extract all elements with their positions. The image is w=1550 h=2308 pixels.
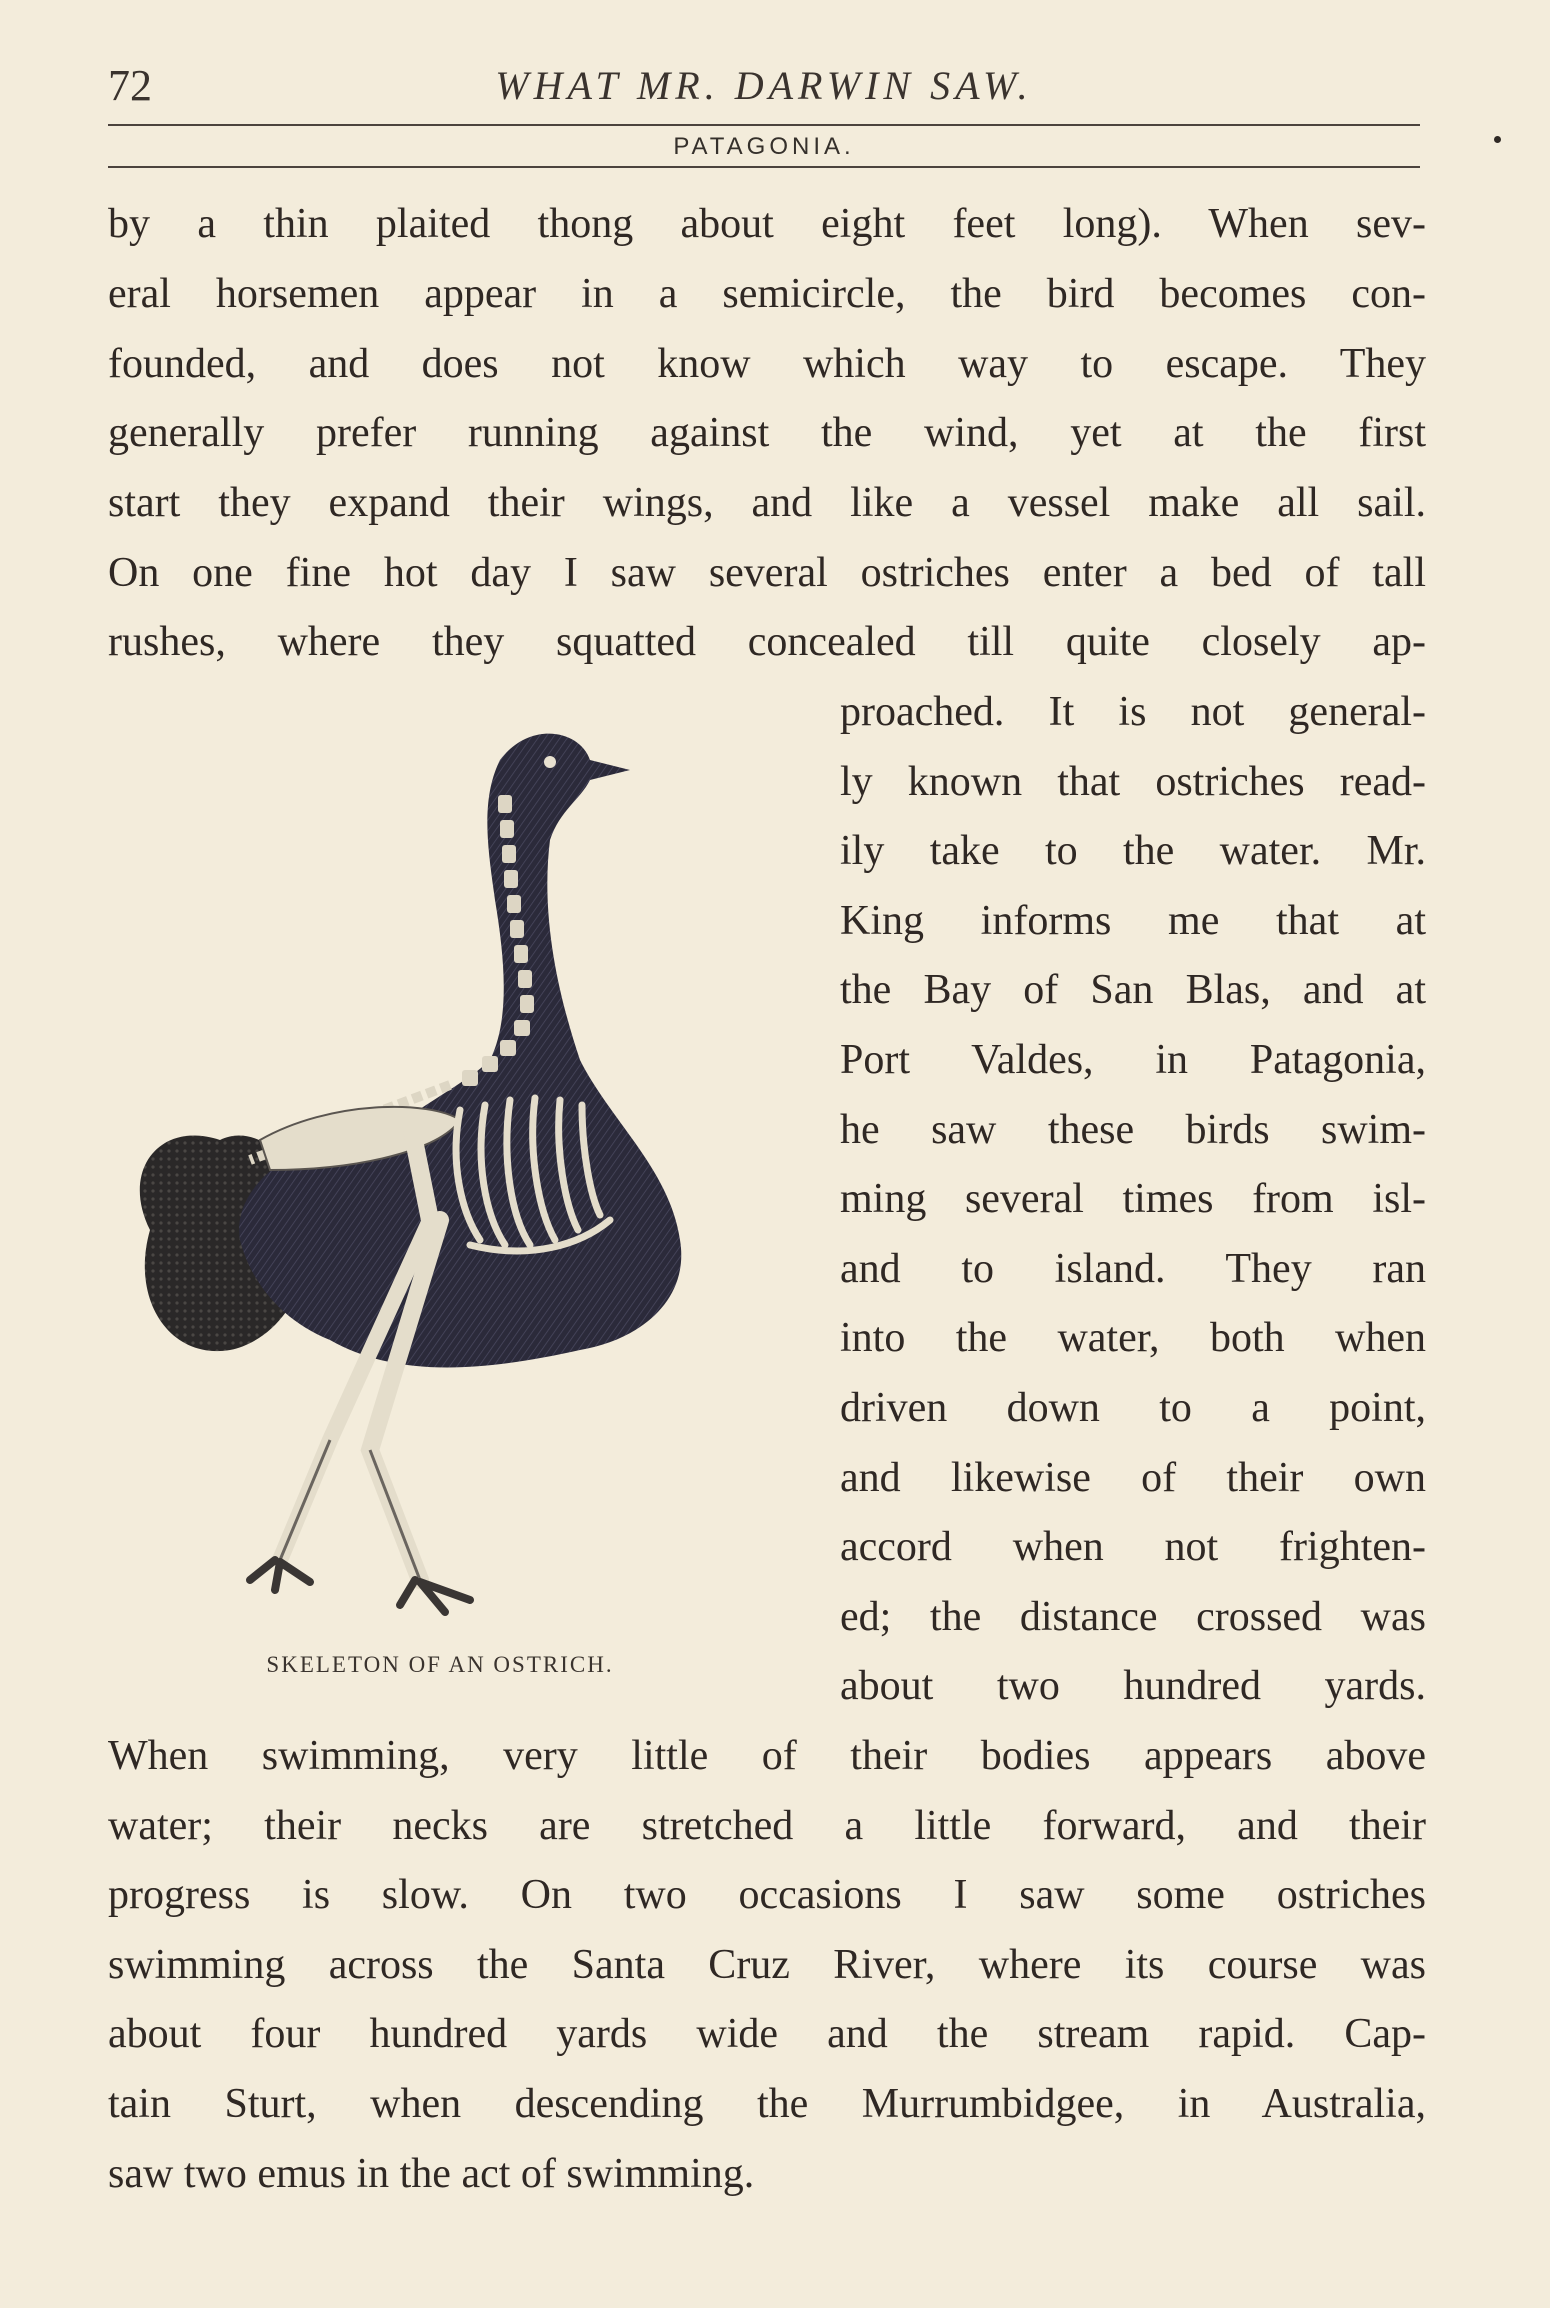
text-line: Port Valdes, in Patagonia,: [840, 1037, 1426, 1083]
running-head: [108, 56, 1420, 116]
text-line: On one fine hot day I saw several ostriches enter a bed of tall: [108, 550, 1426, 596]
text-line: saw two emus in the act of swimming.: [108, 2151, 755, 2197]
text-line: he saw these birds swim-: [840, 1107, 1426, 1153]
header-rule-bottom: [108, 166, 1420, 168]
text-line: tain Sturt, when descending the Murrumbidgee, in Australia,: [108, 2081, 1426, 2127]
text-line: about two hundred yards.: [840, 1663, 1426, 1709]
text-line: King informs me that at: [840, 898, 1426, 944]
text-line: start they expand their wings, and like a vessel make all sail.: [108, 480, 1426, 526]
text-line: about four hundred yards wide and the stream rapid. Cap-: [108, 2011, 1426, 2057]
text-line: eral horsemen appear in a semicircle, the bird becomes con-: [108, 271, 1426, 317]
text-line: and to island. They ran: [840, 1246, 1426, 1292]
section-heading: PATAGONIA.: [673, 133, 855, 160]
running-title: WHAT MR. DARWIN SAW.: [495, 63, 1033, 108]
text-line: founded, and does not know which way to escape. They: [108, 341, 1426, 387]
text-line: progress is slow. On two occasions I saw some ostriches: [108, 1872, 1426, 1918]
page-number: 72: [108, 61, 152, 110]
text-line: by a thin plaited thong about eight feet long). When sev-: [108, 201, 1426, 247]
text-line: into the water, both when: [840, 1315, 1426, 1361]
text-line: generally prefer running against the wind, yet at the first: [108, 410, 1426, 456]
header-rule-top: [108, 124, 1420, 126]
ostrich-skeleton-illustration: [110, 700, 810, 1640]
text-line: water; their necks are stretched a little forward, and their: [108, 1803, 1426, 1849]
text-line: When swimming, very little of their bodies appears above: [108, 1733, 1426, 1779]
text-line: the Bay of San Blas, and at: [840, 967, 1426, 1013]
text-line: swimming across the Santa Cruz River, where its course was: [108, 1942, 1426, 1988]
text-line: ed; the distance crossed was: [840, 1594, 1426, 1640]
margin-dot: [1494, 136, 1501, 143]
eye: [544, 756, 556, 768]
text-line: rushes, where they squatted concealed till quite closely ap-: [108, 619, 1426, 665]
text-line: ly known that ostriches read-: [840, 759, 1426, 805]
left-foot: [250, 1560, 310, 1590]
right-foot: [400, 1580, 470, 1612]
body-silhouette: [239, 734, 681, 1368]
text-line: and likewise of their own: [840, 1455, 1426, 1501]
figure-caption: SKELETON OF AN OSTRICH.: [266, 1652, 614, 1677]
text-line: ily take to the water. Mr.: [840, 828, 1426, 874]
text-line: accord when not frighten-: [840, 1524, 1426, 1570]
text-line: driven down to a point,: [840, 1385, 1426, 1431]
text-line: proached. It is not general-: [840, 689, 1426, 735]
text-line: ming several times from isl-: [840, 1176, 1426, 1222]
